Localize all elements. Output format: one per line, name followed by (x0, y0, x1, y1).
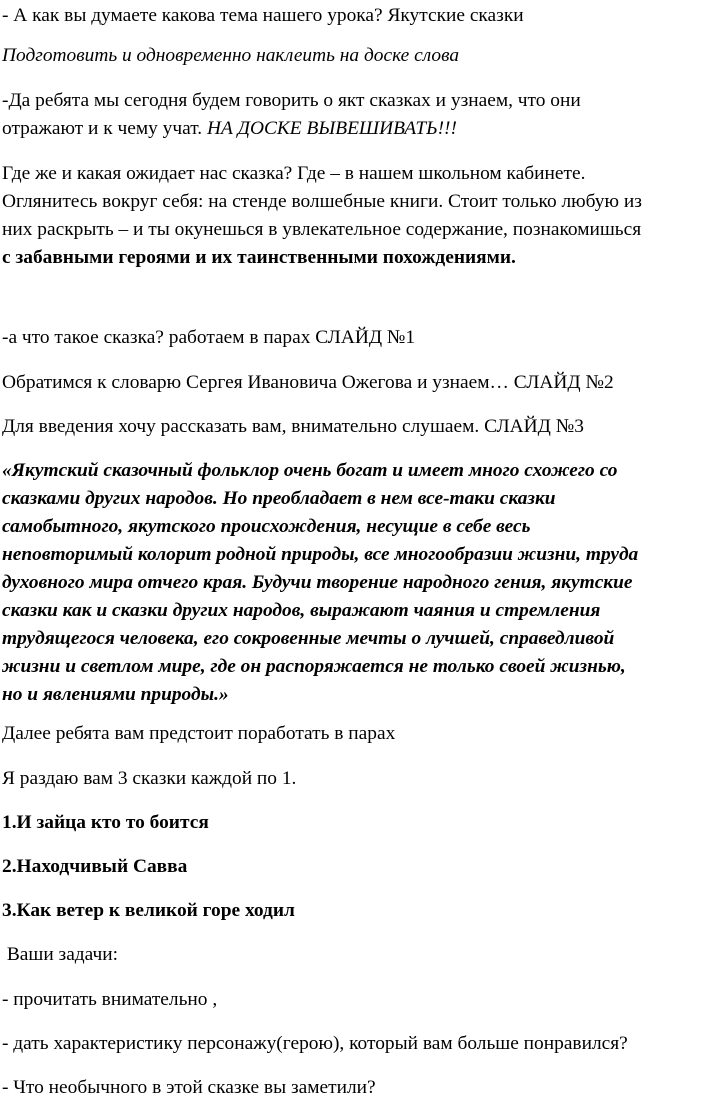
task-item: - дать характеристику персонажу(герою), который вам больше понравился? (2, 1033, 628, 1054)
quote-line: самобытного, якутского происхождения, несущие в себе весь (2, 516, 531, 537)
paragraph-where-line2: Оглянитесь вокруг себя: на стенде волшебные книги. Стоит только любую из (2, 191, 642, 212)
paragraph-where-line1: Где же и какая ожидает нас сказка? Где – в нашем школьном кабинете. (2, 163, 586, 184)
paragraph-handout: Я раздаю вам 3 сказки каждой по 1. (2, 768, 297, 789)
paragraph-dictionary: Обратимся к словарю Сергея Ивановича Ожегова и узнаем… СЛАЙД №2 (2, 372, 614, 393)
tale-title: 2.Находчивый Савва (2, 856, 188, 877)
paragraph-topic-question: - А как вы думаете какова тема нашего урока? Якутские сказки (2, 5, 524, 26)
paragraph-prepare-note: Подготовить и одновременно наклеить на доске слова (2, 45, 460, 66)
quote-line: сказки как и сказки других народов, выражают чаяния и стремления (2, 600, 601, 621)
quote-line: духовного мира отчего края. Будучи творение народного гения, якутские (2, 572, 633, 593)
tale-title: 1.И зайца кто то боится (2, 812, 209, 833)
tasks-title: Ваши задачи: (2, 944, 119, 965)
quote-line: но и явлениями природы.» (2, 684, 229, 705)
quote-line: трудящегося человека, его сокровенные мечты о лучшей, справедливой (2, 628, 615, 649)
paragraph-pair-work: Далее ребята вам предстоит поработать в парах (2, 723, 396, 744)
tale-title: 3.Как ветер к великой горе ходил (2, 900, 295, 921)
task-item: - Что необычного в этой сказке вы заметили? (2, 1077, 376, 1098)
quote-line: неповторимый колорит родной природы, все многообразии жизни, труда (2, 544, 639, 565)
board-instruction: НА ДОСКЕ ВЫВЕШИВАТЬ!!! (206, 118, 457, 139)
paragraph-where-line3: них раскрыть – и ты окунешься в увлекательное содержание, познакомишься (2, 219, 642, 240)
paragraph-where-line4: с забавными героями и их таинственными похождениями. (2, 247, 516, 268)
paragraph-what-is-tale: -а что такое сказка? работаем в парах СЛАЙД №1 (2, 327, 416, 348)
paragraph-today-line1: -Да ребята мы сегодня будем говорить о якт сказках и узнаем, что они (2, 90, 581, 111)
quote-line: жизни и светлом мире, где он распоряжается не только своей жизнью, (2, 656, 626, 677)
quote-line: сказками других народов. Но преобладает в нем все-таки сказки (2, 488, 556, 509)
paragraph-today-line2 (2, 115, 457, 143)
today-line2-text: отражают и к чему учат. (2, 118, 207, 139)
task-item: - прочитать внимательно , (2, 989, 218, 1010)
quote-line: «Якутский сказочный фольклор очень богат и имеет много схожего со (2, 460, 618, 481)
paragraph-introduction: Для введения хочу рассказать вам, внимательно слушаем. СЛАЙД №3 (2, 416, 584, 437)
